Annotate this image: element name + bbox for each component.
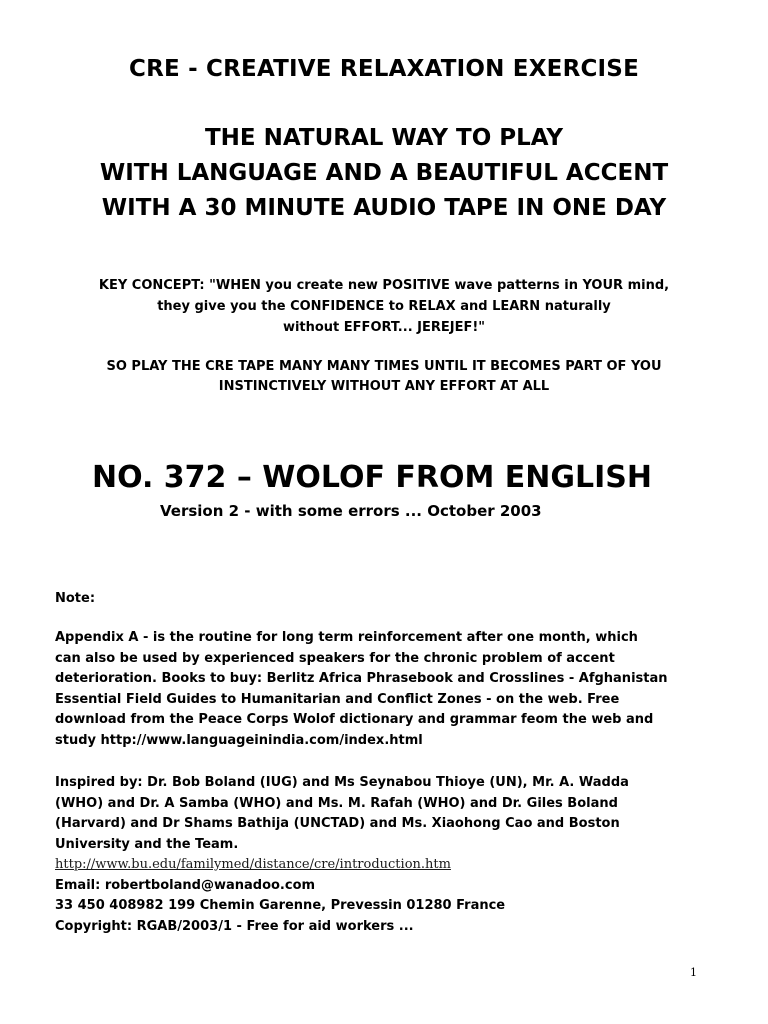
paragraph-line: (Harvard) and Dr Shams Bathija (UNCTAD) and Ms. Xiaohong Cao and Boston <box>55 816 620 831</box>
key-concept-block <box>0 275 768 338</box>
paragraph-line: can also be used by experienced speakers for the chronic problem of accent <box>55 650 615 666</box>
credits-paragraph <box>55 773 715 937</box>
subtitle-line: THE NATURAL WAY TO PLAY <box>204 125 564 151</box>
note-label: Note: <box>55 591 96 606</box>
version-line: Version 2 - with some errors ... October 2003 <box>160 502 542 520</box>
key-concept-line: they give you the CONFIDENCE to RELAX and LEARN naturally <box>157 299 611 314</box>
play-instruction-line: SO PLAY THE CRE TAPE MANY MANY TIMES UNTIL IT BECOMES PART OF YOU <box>106 359 662 374</box>
subtitle-line: WITH LANGUAGE AND A BEAUTIFUL ACCENT <box>99 160 669 186</box>
paragraph-line: download from the Peace Corps Wolof dictionary and grammar feom the web and <box>55 712 654 727</box>
email-line: Email: robertboland@wanadoo.com <box>55 877 316 893</box>
paragraph-line: Essential Field Guides to Humanitarian and Conflict Zones - on the web. Free <box>55 691 620 707</box>
document-title: NO. 372 – WOLOF FROM ENGLISH <box>92 460 652 495</box>
key-concept-line: KEY CONCEPT: "WHEN you create new POSITIVE wave patterns in YOUR mind, <box>98 278 670 293</box>
paragraph-line: deterioration. Books to buy: Berlitz Africa Phrasebook and Crosslines - Afghanistan <box>55 671 668 686</box>
paragraph-line: Inspired by: Dr. Bob Boland (IUG) and Ms Seynabou Thioye (UN), Mr. A. Wadda <box>55 775 629 790</box>
course-link[interactable]: http://www.bu.edu/familymed/distance/cre/introduction.htm <box>55 857 451 872</box>
paragraph-line: (WHO) and Dr. A Samba (WHO) and Ms. M. Rafah (WHO) and Dr. Giles Boland <box>55 795 618 811</box>
play-instruction-block <box>0 357 768 397</box>
play-instruction-line: INSTINCTIVELY WITHOUT ANY EFFORT AT ALL <box>218 379 550 394</box>
key-concept-line: without EFFORT... JEREJEF!" <box>282 320 486 335</box>
paragraph-line: study http://www.languageinindia.com/index.html <box>55 732 423 748</box>
address-line: 33 450 408982 199 Chemin Garenne, Prevessin 01280 France <box>55 898 506 913</box>
paragraph-line: Appendix A - is the routine for long term reinforcement after one month, which <box>55 630 638 645</box>
paragraph-line: University and the Team. <box>55 836 239 852</box>
copyright-line: Copyright: RGAB/2003/1 - Free for aid workers ... <box>55 918 414 934</box>
cre-heading: CRE - CREATIVE RELAXATION EXERCISE <box>128 56 639 82</box>
subtitle-block <box>0 121 768 226</box>
appendix-paragraph <box>55 628 715 751</box>
page-number: 1 <box>690 966 697 979</box>
subtitle-line: WITH A 30 MINUTE AUDIO TAPE IN ONE DAY <box>101 195 667 221</box>
